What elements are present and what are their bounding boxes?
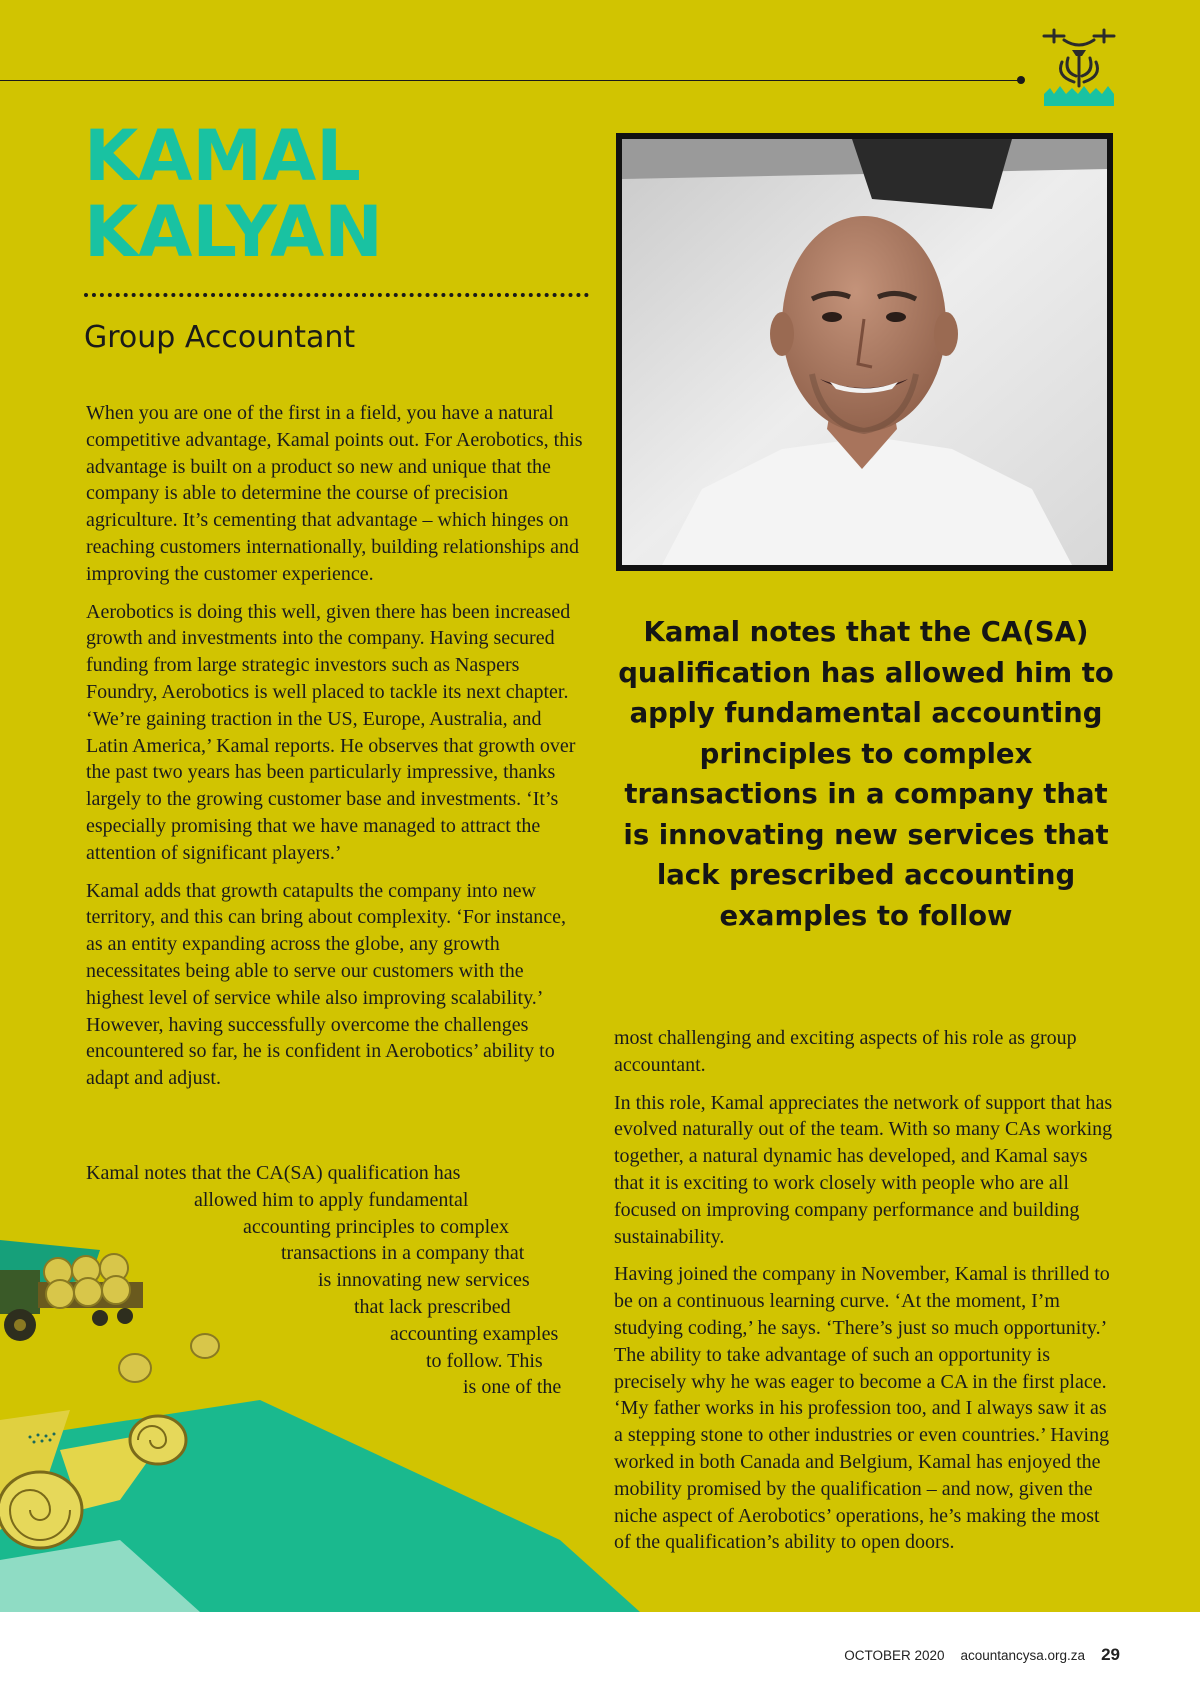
- article-paragraph: Having joined the company in November, Kamal is thrilled to be on a continuous learning curve. ‘At the moment, I’m studying coding,’ he says. ‘There’s just so much opportunity.’ The ability to take advantage of such an opportunity is precisely why he was eager to become a CA in the first place. ‘My father works in his profession too, and I always saw it as a stepping stone to other industries or even countries.’ Having worked in both Canada and Belgium, Kamal has enjoyed the mobility promised by the qualification – and now, given the niche aspect of Aerobotics’ operations, he’s making the most of the qualification’s ability to open doors.: [614, 1263, 1110, 1554]
- article-right-column: [614, 1025, 1114, 1567]
- stepped-line: accounting examples: [390, 1322, 559, 1345]
- article-left-column: [86, 400, 586, 1103]
- farm-tractor-hay-bales-illustration: [0, 1240, 640, 1612]
- article-paragraph: In this role, Kamal appreciates the network of support that has evolved naturally out of the team. With so many CAs working together, a natural dynamic has developed, and Kamal says that it is exciting to work closely with people who are all focused on improving company performance and building sustainability.: [614, 1091, 1113, 1248]
- issue-date: OCTOBER 2020: [844, 1648, 945, 1663]
- article-paragraph: Kamal adds that growth catapults the company into new territory, and this can bring about complexity. ‘For instance, as an entity expanding across the globe, any growth necessitates being able to serve our customers with the highest level of service while also improving scalability.’ However, having successfully overcome the challenges encountered so far, he is confident in Aerobotics’ ability to adapt and adjust.: [86, 879, 567, 1090]
- job-title: Group Accountant: [84, 320, 356, 355]
- stepped-line: Kamal notes that the CA(SA) qualification has: [86, 1162, 461, 1184]
- profile-name: [84, 115, 604, 273]
- portrait-photo: [622, 139, 1107, 565]
- website-link[interactable]: acountancysa.org.za: [960, 1648, 1086, 1663]
- article-paragraph: Aerobotics is doing this well, given there has been increased growth and investments into the company. Having secured funding from large strategic investors such as Naspers Foundry, Aerobotics is well placed to tackle its next chapter. ‘We’re gaining traction in the US, Europe, Australia, and Latin America,’ Kamal reports. He observes that growth over the past two years has been particularly impressive, thanks largely to the growing customer base and investments. ‘It’s especially promising that we have managed to attract the attention of significant players.’: [86, 600, 576, 864]
- portrait-frame: [616, 133, 1113, 571]
- stepped-line: that lack prescribed: [354, 1295, 511, 1318]
- stepped-line: allowed him to apply fundamental: [194, 1188, 469, 1211]
- name-line-first: KAMAL: [84, 115, 361, 197]
- stepped-line: is innovating new services: [318, 1269, 530, 1292]
- stepped-line: is one of the: [463, 1376, 562, 1399]
- page-number: 29: [1101, 1645, 1120, 1664]
- header-rule-end-dot: [1017, 76, 1025, 84]
- name-divider: [84, 293, 589, 297]
- header-rule: [0, 80, 1022, 81]
- wheat-drone-logo-icon: [1042, 28, 1116, 106]
- article-paragraph: most challenging and exciting aspects of his role as group accountant.: [614, 1027, 1077, 1076]
- name-line-last: KALYAN: [84, 191, 383, 273]
- page-footer: [844, 1645, 1120, 1665]
- pull-quote: Kamal notes that the CA(SA) qualification has allowed him to apply fundamental accounting principles to complex transactions in a company that is innovating new services that lack prescribed accounting examples to follow: [618, 616, 1114, 932]
- stepped-line: accounting principles to complex: [243, 1215, 510, 1238]
- article-paragraph: When you are one of the first in a field, you have a natural competitive advantage, Kamal points out. For Aerobotics, this advantage is built on a product so new and unique that the company is able to determine the course of precision agriculture. It’s cementing that advantage – which hinges on reaching customers internationally, building relationships and improving the customer experience.: [86, 402, 583, 585]
- stepped-line: to follow. This: [426, 1349, 543, 1372]
- stepped-line: transactions in a company that: [281, 1242, 525, 1265]
